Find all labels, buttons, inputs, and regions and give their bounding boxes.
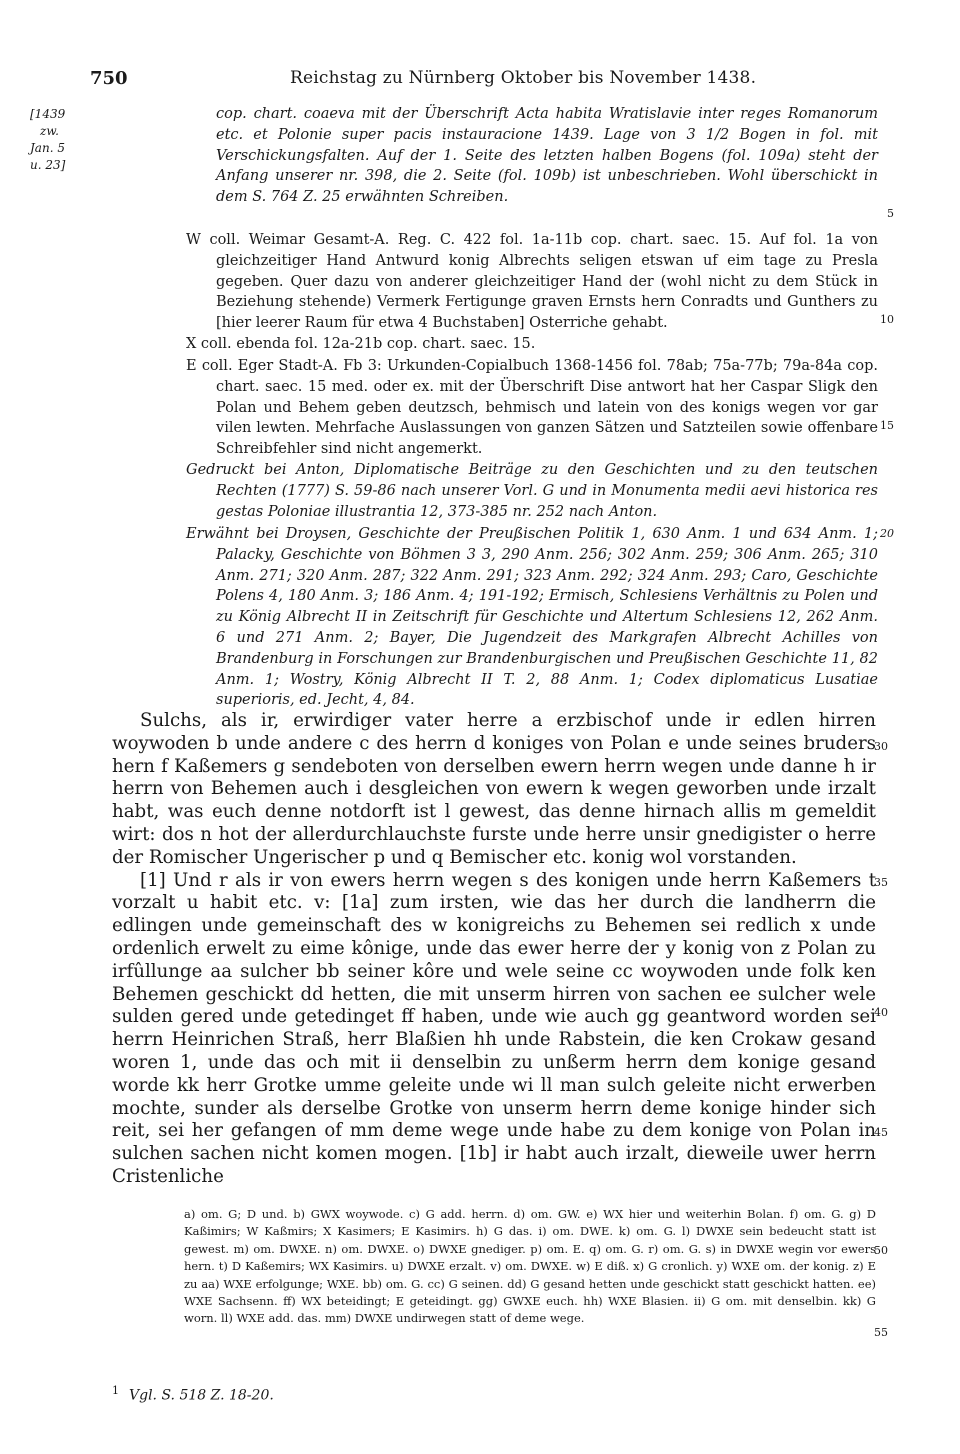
page-number: 750	[90, 68, 128, 89]
source-entry-text: Gedruckt bei Anton, Diplomatische Beiträge zu den Geschichten und zu den teutschen Rechten (1777) S. 59-86 nach unserer Vorl. G und in Monumenta medii aevi historica res gestas Poloniae illustrantia 12, 373-385 nr. 252 nach Anton.	[186, 462, 878, 520]
footnote-marker: 1	[112, 1384, 119, 1397]
source-entry-text: E coll. Eger Stadt-A. Fb 3: Urkunden-Copialbuch 1368-1456 fol. 78ab; 75a-77b; 79a-84a cop. chart. saec. 15 med. oder ex. mit der Überschrift Dise antwort hat her Caspar Sligk den Polan und Behem geben deutzsch, behmisch und latein von des konigs wegen vor gar vilen lewten. Mehrfache Auslassungen von ganzen Sätzen und Satzteilen sowie offenbare Schreibfehler sind nicht angemerkt.	[186, 358, 878, 458]
source-entry-text: cop. chart. coaeva mit der Überschrift Acta habita Wratislavie inter reges Romanorum etc. et Polonie super pacis instauracione 1439. Lage von 3 1/2 Bogen in fol. mit Verschickungsfalten. Auf der 1. Seite des letzten halben Bogens (fol. 109a) steht der Anfang unserer nr. 398, die 2. Seite (fol. 109b) ist unbeschrieben. Wohl überschickt in dem S. 764 Z. 25 erwähnten Schreiben.	[216, 106, 878, 206]
line-number: 15	[880, 419, 894, 432]
source-entry	[186, 334, 878, 356]
line-number: 55	[874, 1326, 888, 1339]
source-entry-text: W coll. Weimar Gesamt-A. Reg. C. 422 fol. 1a-11b cop. chart. saec. 15. Auf fol. 1a von gleichzeitiger Hand Antwurd konig Albrechts seligen etswan uf eim tage zu Presla gegeben. Quer dazu von anderer gleichzeitiger Hand der (wohl nicht zu dem Stück in Beziehung stehende) Vermerk Fertigunge graven Ernsts hern Conradts und Gunthers zu [hier leerer Raum für etwa 4 Buchstaben] Osterriche gehabt.	[186, 232, 878, 332]
main-paragraph: Sulchs, als ir, erwirdiger vater herre a erzbischof unde ir edlen hirren woywoden b unde andere c des herrn d koniges von Polan e unde seines bruders hern f Kaßemers g sendeboten von derselben ewern herrn wegen unde danne h ir herrn von Behemen auch i desgleichen von ewern k wegen geworben unde irzalt habt, was euch denne notdorft ist l gewest, das denne hirnach allis m gemeldit wirt: dos n hot der allerdurchlauchste furste unde herre unsir gnedigister o herre der Romischer Ungerischer p und q Bemischer etc. konig wol vorstanden.	[112, 710, 876, 868]
footnote	[112, 1384, 712, 1404]
marginal-date-line: zw.	[40, 124, 59, 138]
line-number: 20	[880, 527, 894, 540]
marginal-date-line: Jan. 5	[30, 141, 65, 155]
line-number: 45	[874, 1126, 888, 1139]
source-entry	[186, 524, 894, 710]
source-entry	[186, 356, 894, 460]
marginal-date-line: [1439	[30, 107, 66, 121]
source-entry	[186, 104, 894, 230]
source-apparatus	[186, 104, 894, 710]
line-number: 10	[880, 313, 894, 326]
marginal-date	[30, 106, 100, 174]
footnote-text: Vgl. S. 518 Z. 18-20.	[129, 1387, 274, 1404]
main-paragraph: [1] Und r als ir von ewers herrn wegen s des konigen unde herrn Kaßemers t vorzalt u habit etc. v: [1a] zum irsten, wie das her durch die landherrn die edlingen unde gemeinschaft des w konigreichs zu Behemen sei redlich x unde ordenlich erwelt zu eime kônige, unde das ewer herre der y konig von z Polan zu irfûllunge aa sulcher bb seiner kôre und wele seine cc woywoden unde folk ken Behemen geschickt dd hetten, die mit unserm hirren von sachen ee sulcher wele sulden gered unde getedinget ff haben, unde wie auch gg geantword worden sei herrn Heinrichen Straß, herr Blaßien hh unde Rabstein, die ken Crokaw gesand woren 1, unde das och mit ii denselbin zu unßerm herrn dem konige gesand worde kk herr Grotke umme geleite unde wi ll man sulch geleite nicht erwerben mochte, sunder als derselbe Grotke von unserm herrn deme konige hinder sich reit, sei her gefangen of mm deme wege unde habe zu dem konige von Polan in sulchen sachen nicht komen mogen. [1b] ir habt auch irzalt, dieweile uwer herrn Cristenliche	[112, 869, 876, 1187]
line-number: 5	[887, 207, 894, 220]
line-number: 40	[874, 1006, 888, 1019]
line-number: 35	[874, 876, 888, 889]
source-entry	[186, 230, 894, 334]
source-entry-text: X coll. ebenda fol. 12a-21b cop. chart. saec. 15.	[186, 336, 536, 352]
line-number: 30	[874, 740, 888, 753]
running-header	[90, 68, 890, 94]
running-title: Reichstag zu Nürnberg Oktober bis November 1438.	[290, 68, 757, 88]
marginal-date-line: u. 23]	[30, 158, 66, 172]
source-entry	[186, 460, 878, 524]
line-number: 50	[874, 1244, 888, 1257]
source-entry-text: Erwähnt bei Droysen, Geschichte der Preußischen Politik 1, 630 Anm. 1 und 634 Anm. 1; Palacky, Geschichte von Böhmen 3 3, 290 Anm. 256; 302 Anm. 259; 306 Anm. 265; 310 Anm. 271; 320 Anm. 287; 322 Anm. 291; 323 Anm. 292; 324 Anm. 293; Caro, Geschichte Polens 4, 180 Anm. 3; 186 Anm. 4; 191-192; Ermisch, Schlesiens Verhältnis zu Polen und zu König Albrecht II in Zeitschrift für Geschichte und Altertum Schlesiens 12, 262 Anm. 6 und 271 Anm. 2; Bayer, Die Jugendzeit des Markgrafen Albrecht Achilles von Brandenburg in Forschungen zur Brandenburgischen und Preußischen Geschichte 11, 82 Anm. 1; Wostry, König Albrecht II T. 2, 88 Anm. 1; Codex diplomaticus Lusatiae superioris, ed. Jecht, 4, 84.	[186, 526, 878, 709]
main-text	[112, 710, 876, 1189]
critical-notes: a) om. G; D und. b) GWX woywode. c) G add. herrn. d) om. GW. e) WX hier und weiterhin Bolan. f) om. G. g) D Kaßimirs; W Kaßmirs; X Kasimers; E Kasimirs. h) G das. i) om. DWE. k) om. G. l) DWXE sein bedeucht statt ist gewest. m) om. DWXE. n) om. DWXE. o) DWXE gnediger. p) om. E. q) om. G. r) om. G. s) in DWXE wegin vor ewers hern. t) D Kaßemirs; WX Kasimirs. u) DWXE erzalt. v) om. DWXE. w) E diß. x) G cronlich. y) WXE om. der konig. z) E zu aa) WXE erfolgunge; WXE. bb) om. G. cc) G seinen. dd) G gesand hetten unde geschickt statt geschickt hatten. ee) WXE Sachsenn. ff) WX beteidingt; E geteidingt. gg) GWXE euch. hh) WXE Blasien. ii) G om. mit denselbin. kk) G worn. ll) WXE add. das. mm) DWXE undirwegen statt of deme wege.	[184, 1207, 876, 1326]
